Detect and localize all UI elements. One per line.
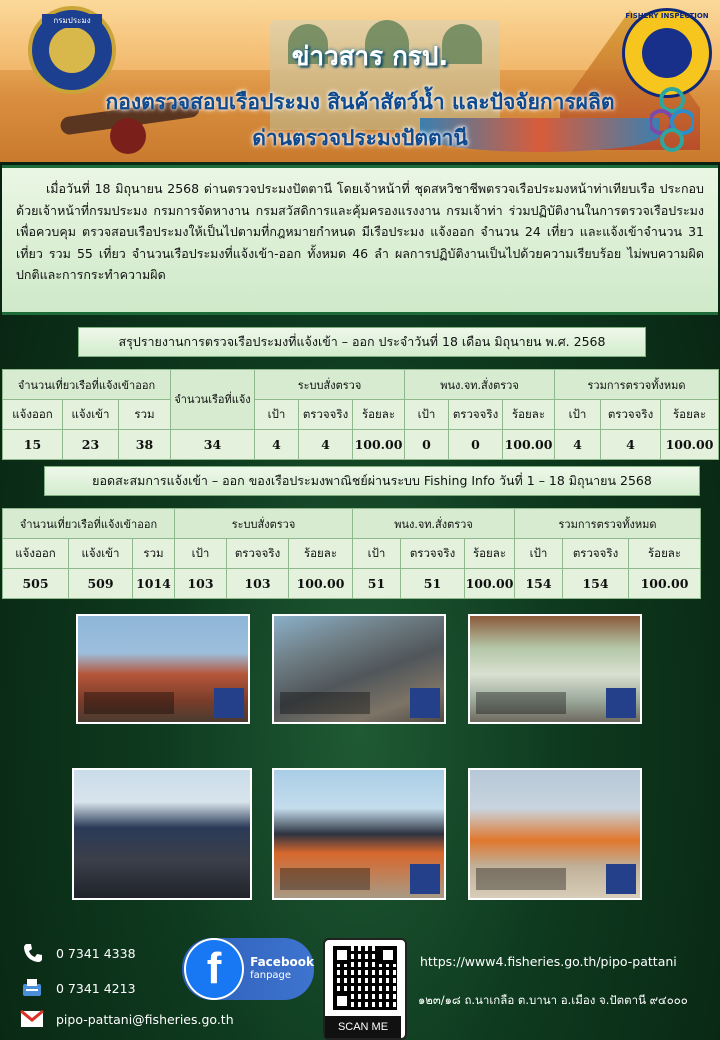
cum-system-header: ระบบสั่งตรวจ bbox=[175, 509, 353, 539]
photo-timestamp-overlay bbox=[280, 868, 370, 890]
cum-out-value: 505 bbox=[3, 569, 69, 599]
inspection-photo-nets bbox=[272, 614, 446, 724]
daily-report-table bbox=[2, 369, 719, 460]
table-row bbox=[3, 430, 719, 460]
division-title: กองตรวจสอบเรือประมง สินค้าสัตว์น้ำ และปัจจัยการผลิต bbox=[105, 90, 615, 114]
scan-me-label: SCAN ME bbox=[325, 1016, 401, 1038]
col-actual-header: ตรวจจริง bbox=[563, 539, 629, 569]
daily-total-header: รวมการตรวจทั้งหมด bbox=[555, 370, 719, 400]
cum-in-value: 509 bbox=[69, 569, 133, 599]
fax-number[interactable]: 0 7341 4213 bbox=[56, 980, 136, 996]
facebook-icon: f bbox=[184, 938, 244, 1000]
photo-timestamp-overlay bbox=[280, 692, 370, 714]
mail-icon bbox=[20, 1010, 44, 1028]
fax-icon bbox=[20, 976, 44, 1000]
daily-trips-header: จำนวนเที่ยวเรือที่แจ้งเข้าออก bbox=[3, 370, 171, 400]
col-out-header: แจ้งออก bbox=[3, 400, 63, 430]
cum-trips-header: จำนวนเที่ยวเรือที่แจ้งเข้าออก bbox=[3, 509, 175, 539]
inspection-photo-crew-orange bbox=[468, 768, 642, 900]
daily-labor-header: พนง.จท.สั่งตรวจ bbox=[405, 370, 555, 400]
cum-lab-target: 51 bbox=[353, 569, 401, 599]
col-actual-header: ตรวจจริง bbox=[401, 539, 465, 569]
fax-contact bbox=[20, 976, 136, 1000]
col-target-header: เป้า bbox=[175, 539, 227, 569]
phone-number[interactable]: 0 7341 4338 bbox=[56, 945, 136, 961]
col-sum-header: รวม bbox=[119, 400, 171, 430]
col-sum-header: รวม bbox=[133, 539, 175, 569]
photo-timestamp-overlay bbox=[476, 868, 566, 890]
photo-watermark-icon bbox=[606, 688, 636, 718]
daily-lab-pct: 100.00 bbox=[503, 430, 555, 460]
daily-boats-header: จำนวนเรือที่แจ้ง bbox=[171, 370, 255, 430]
emblem-icon bbox=[49, 27, 95, 73]
qr-finder-icon bbox=[333, 946, 351, 964]
inspection-photo-cargo bbox=[468, 614, 642, 724]
cum-lab-pct: 100.00 bbox=[465, 569, 515, 599]
photo-watermark-icon bbox=[606, 864, 636, 894]
daily-report-caption: สรุปรายงานการตรวจเรือประมงที่แจ้งเข้า – ออก ประจำวันที่ 18 เดือน มิถุนายน พ.ศ. 2568 bbox=[78, 327, 646, 357]
cum-tot-actual: 154 bbox=[563, 569, 629, 599]
facebook-label: Facebook bbox=[250, 955, 314, 969]
col-target-header: เป้า bbox=[353, 539, 401, 569]
photo-watermark-icon bbox=[410, 864, 440, 894]
cum-sys-target: 103 bbox=[175, 569, 227, 599]
table-row bbox=[3, 569, 701, 599]
col-in-header: แจ้งเข้า bbox=[63, 400, 119, 430]
office-title: ด่านตรวจประมงปัตตานี bbox=[252, 126, 468, 150]
qr-code[interactable] bbox=[323, 938, 407, 1040]
logo-right-label: FISHERY INSPECTION bbox=[625, 12, 709, 20]
postal-address: ๑๒๓/๑๘ ถ.นาเกลือ ต.บานา อ.เมือง จ.ปัตตานี ๙๔๐๐๐ bbox=[418, 993, 688, 1007]
photo-timestamp-overlay bbox=[84, 692, 174, 714]
daily-boats-value: 34 bbox=[171, 430, 255, 460]
daily-tot-target: 4 bbox=[555, 430, 601, 460]
email-contact bbox=[20, 1010, 234, 1028]
col-target-header: เป้า bbox=[405, 400, 449, 430]
cum-labor-header: พนง.จท.สั่งตรวจ bbox=[353, 509, 515, 539]
col-target-header: เป้า bbox=[255, 400, 299, 430]
cum-lab-actual: 51 bbox=[401, 569, 465, 599]
cum-tot-pct: 100.00 bbox=[629, 569, 701, 599]
website-link[interactable]: https://www4.fisheries.go.th/pipo-pattani bbox=[420, 954, 677, 969]
cum-total-header: รวมการตรวจทั้งหมด bbox=[515, 509, 701, 539]
inspection-photo-officers-documents bbox=[72, 768, 252, 900]
qr-finder-icon bbox=[333, 992, 351, 1010]
col-actual-header: ตรวจจริง bbox=[227, 539, 289, 569]
daily-sys-target: 4 bbox=[255, 430, 299, 460]
col-actual-header: ตรวจจริง bbox=[449, 400, 503, 430]
daily-tot-actual: 4 bbox=[601, 430, 661, 460]
anchor-emblem-icon bbox=[642, 28, 692, 78]
department-of-fisheries-logo bbox=[28, 6, 116, 94]
facebook-fanpage-button[interactable] bbox=[182, 938, 314, 1000]
daily-lab-actual: 0 bbox=[449, 430, 503, 460]
photo-timestamp-overlay bbox=[476, 692, 566, 714]
cum-sys-pct: 100.00 bbox=[289, 569, 353, 599]
cum-sum-value: 1014 bbox=[133, 569, 175, 599]
logo-left-label: กรมประมง bbox=[42, 14, 102, 28]
col-pct-header: ร้อยละ bbox=[503, 400, 555, 430]
daily-sum-value: 38 bbox=[119, 430, 171, 460]
col-target-header: เป้า bbox=[555, 400, 601, 430]
fishery-inspection-logo bbox=[622, 8, 712, 98]
daily-system-header: ระบบสั่งตรวจ bbox=[255, 370, 405, 400]
cum-tot-target: 154 bbox=[515, 569, 563, 599]
phone-icon bbox=[22, 942, 44, 964]
col-pct-header: ร้อยละ bbox=[353, 400, 405, 430]
email-address[interactable]: pipo-pattani@fisheries.go.th bbox=[56, 1011, 234, 1027]
phone-contact bbox=[22, 942, 136, 964]
cum-sys-actual: 103 bbox=[227, 569, 289, 599]
inspection-photo-crew-lineup bbox=[272, 768, 446, 900]
cumulative-caption: ยอดสะสมการแจ้งเข้า – ออก ของเรือประมงพาณิชย์ผ่านระบบ Fishing Info วันที่ 1 – 18 มิถุนายน 2568 bbox=[44, 466, 700, 496]
facebook-sublabel: fanpage bbox=[250, 970, 292, 981]
col-pct-header: ร้อยละ bbox=[465, 539, 515, 569]
inspection-photo-boat-deck bbox=[76, 614, 250, 724]
page-title: ข่าวสาร กรป. bbox=[291, 42, 449, 72]
daily-in-value: 23 bbox=[63, 430, 119, 460]
col-pct-header: ร้อยละ bbox=[661, 400, 719, 430]
col-actual-header: ตรวจจริง bbox=[601, 400, 661, 430]
col-target-header: เป้า bbox=[515, 539, 563, 569]
daily-tot-pct: 100.00 bbox=[661, 430, 719, 460]
col-actual-header: ตรวจจริง bbox=[299, 400, 353, 430]
cumulative-table bbox=[2, 508, 701, 599]
daily-sys-pct: 100.00 bbox=[353, 430, 405, 460]
daily-sys-actual: 4 bbox=[299, 430, 353, 460]
intro-paragraph: เมื่อวันที่ 18 มิถุนายน 2568 ด่านตรวจประมงปัตตานี โดยเจ้าหน้าที่ ชุดสหวิชาชีพตรวจเรือประมงหน้าท่าเทียบเรือ ประกอบด้วยเจ้าหน้าที่กรมประมง กรมการจัดหางาน กรมสวัสดิการและคุ้มครองแรงงาน กรมเจ้าท่า ร่วมปฏิบัติงานในการตรวจเรือประมง เพื่อควบคุม ตรวจสอบเรือประมงให้เป็นไปตามที่กฎหมายกำหนด มีเรือประมง แจ้งออก จำนวน 24 เที่ยว และแจ้งเข้าจำนวน 31 เที่ยว รวม 55 เที่ยว จำนวนเรือประมงที่แจ้งเข้า-ออก ทั้งหมด 46 ลำ ผลการปฏิบัติงานเป็นไปด้วยความเรียบร้อย ไม่พบความผิดปกติและการกระทำความผิด bbox=[2, 165, 718, 315]
col-pct-header: ร้อยละ bbox=[629, 539, 701, 569]
daily-lab-target: 0 bbox=[405, 430, 449, 460]
col-in-header: แจ้งเข้า bbox=[69, 539, 133, 569]
daily-out-value: 15 bbox=[3, 430, 63, 460]
col-pct-header: ร้อยละ bbox=[289, 539, 353, 569]
photo-watermark-icon bbox=[214, 688, 244, 718]
col-out-header: แจ้งออก bbox=[3, 539, 69, 569]
qr-finder-icon bbox=[379, 946, 397, 964]
photo-watermark-icon bbox=[410, 688, 440, 718]
